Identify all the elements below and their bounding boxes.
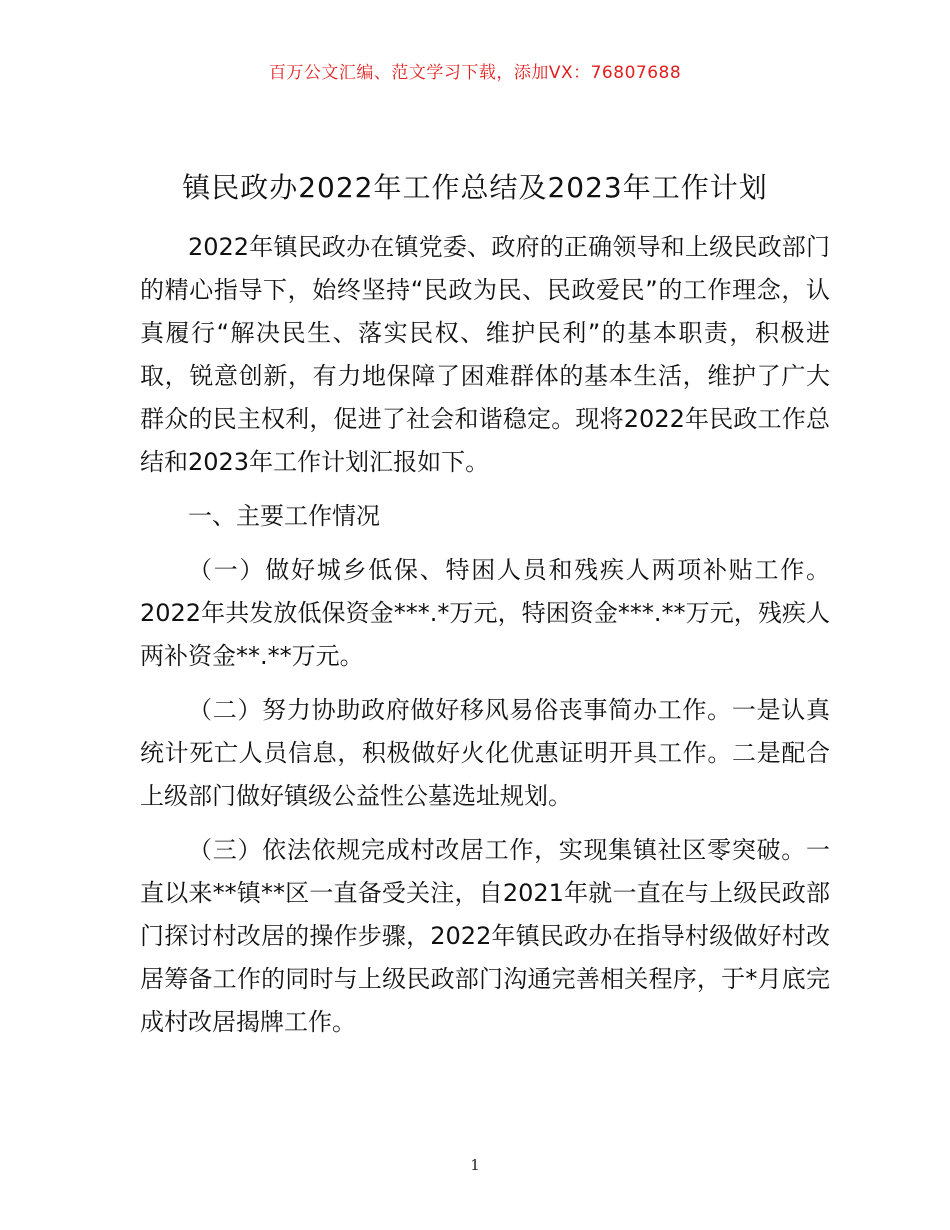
- item-paragraph-1: （一）做好城乡低保、特困人员和残疾人两项补贴工作。2022年共发放低保资金***.*万元，特困资金***.**万元，残疾人两补资金**.**万元。: [140, 556, 830, 670]
- header-watermark-note: 百万公文汇编、范文学习下载，添加VX：76807688: [268, 63, 682, 83]
- document-body: [140, 226, 830, 1044]
- section-heading: 一、主要工作情况: [188, 502, 380, 530]
- item-paragraph-2: （二）努力协助政府做好移风易俗丧事简办工作。一是认真统计死亡人员信息，积极做好火化优惠证明开具工作。二是配合上级部门做好镇级公益性公墓选址规划。: [140, 696, 830, 810]
- page-number: 1: [470, 1156, 480, 1174]
- document-title: 镇民政办2022年工作总结及2023年工作计划: [182, 171, 768, 204]
- item-paragraph-3: （三）依法依规完成村改居工作，实现集镇社区零突破。一直以来**镇**区一直备受关注，自2021年就一直在与上级民政部门探讨村改居的操作步骤，2022年镇民政办在指导村级做好村改居筹备工作的同时与上级民政部门沟通完善相关程序，于*月底完成村改居揭牌工作。: [140, 836, 830, 1036]
- intro-paragraph: 2022年镇民政办在镇党委、政府的正确领导和上级民政部门的精心指导下，始终坚持“民政为民、民政爱民”的工作理念，认真履行“解决民生、落实民权、维护民利”的基本职责，积极进取，锐意创新，有力地保障了困难群体的基本生活，维护了广大群众的民主权利，促进了社会和谐稳定。现将2022年民政工作总结和2023年工作计划汇报如下。: [140, 233, 830, 476]
